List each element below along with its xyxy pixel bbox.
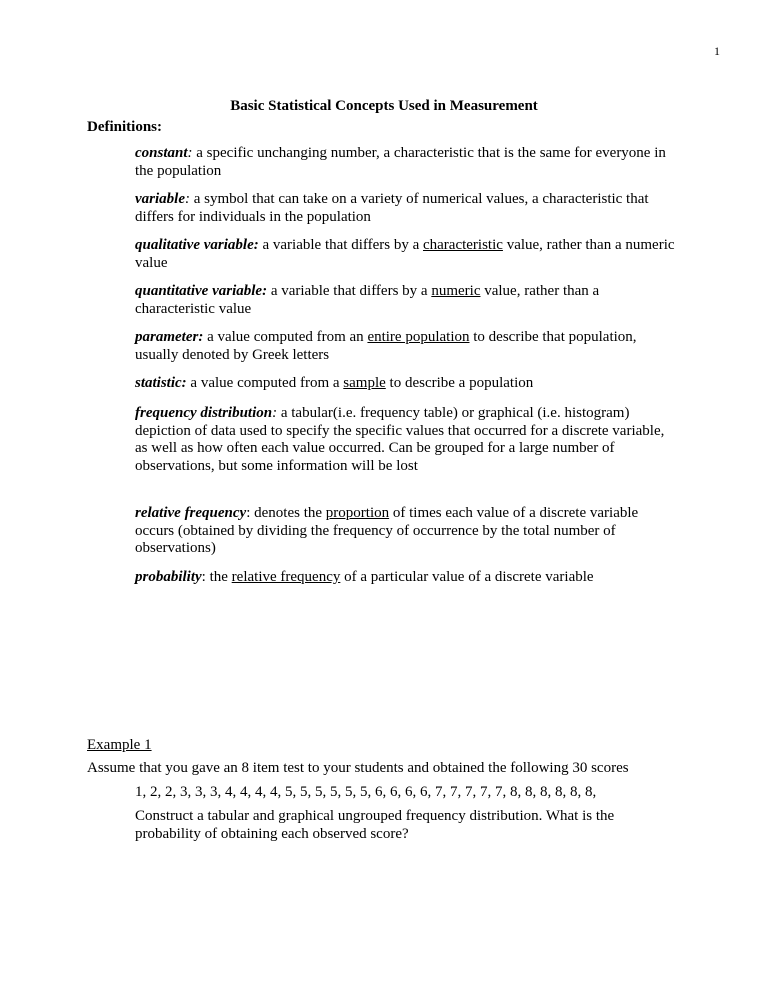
definition-parameter: parameter: a value computed from an entire population to describe that population, usually denoted by Greek letters	[135, 329, 637, 363]
definition-probability: probability: the relative frequency of a particular value of a discrete variable	[135, 569, 594, 585]
page-title: Basic Statistical Concepts Used in Measurement	[230, 98, 538, 114]
definition-constant: constant: a specific unchanging number, a characteristic that is the same for everyone in the population	[135, 145, 666, 179]
example-scores: 1, 2, 2, 3, 3, 3, 4, 4, 4, 4, 5, 5, 5, 5, 5, 5, 6, 6, 6, 6, 7, 7, 7, 7, 7, 8, 8, 8, 8, 8, 8,	[135, 784, 597, 800]
definitions-heading: Definitions:	[87, 119, 162, 135]
term-variable: variable	[135, 191, 185, 207]
example-task: Construct a tabular and graphical ungrouped frequency distribution. What is the probability of obtaining each observed score?	[135, 808, 615, 842]
definition-relative-frequency: relative frequency: denotes the proportion of times each value of a discrete variable occurs (obtained by dividing the frequency of occurrence by the total number of observations)	[135, 505, 639, 556]
page-number: 1	[714, 44, 720, 58]
definition-frequency-distribution: frequency distribution: a tabular(i.e. frequency table) or graphical (i.e. histogram) depiction of data used to specify the specific values that occurred for a discrete variable, as well as how often each value occurred. Can be grouped for a large number of observations, but some information will be lost	[135, 405, 665, 474]
term-statistic: statistic:	[135, 375, 187, 391]
example-text: Assume that you gave an 8 item test to your students and obtained the following 30 scores	[87, 760, 629, 776]
term-quantitative-variable: quantitative variable:	[135, 283, 268, 299]
term-constant: constant	[135, 145, 188, 161]
definition-statistic: statistic: a value computed from a sample to describe a population	[135, 375, 534, 391]
term-parameter: parameter:	[135, 329, 204, 345]
example-heading: Example 1	[87, 737, 152, 753]
term-qualitative-variable: qualitative variable:	[135, 237, 259, 253]
term-frequency-distribution: frequency distribution	[135, 405, 273, 421]
term-probability: probability	[135, 569, 202, 585]
definition-quantitative-variable: quantitative variable: a variable that differs by a numeric value, rather than a characteristic value	[135, 283, 600, 317]
definition-qualitative-variable: qualitative variable: a variable that differs by a characteristic value, rather than a numeric value	[135, 237, 675, 271]
term-relative-frequency: relative frequency	[135, 505, 247, 521]
definition-variable: variable: a symbol that can take on a variety of numerical values, a characteristic that differs for individuals in the population	[135, 191, 649, 225]
